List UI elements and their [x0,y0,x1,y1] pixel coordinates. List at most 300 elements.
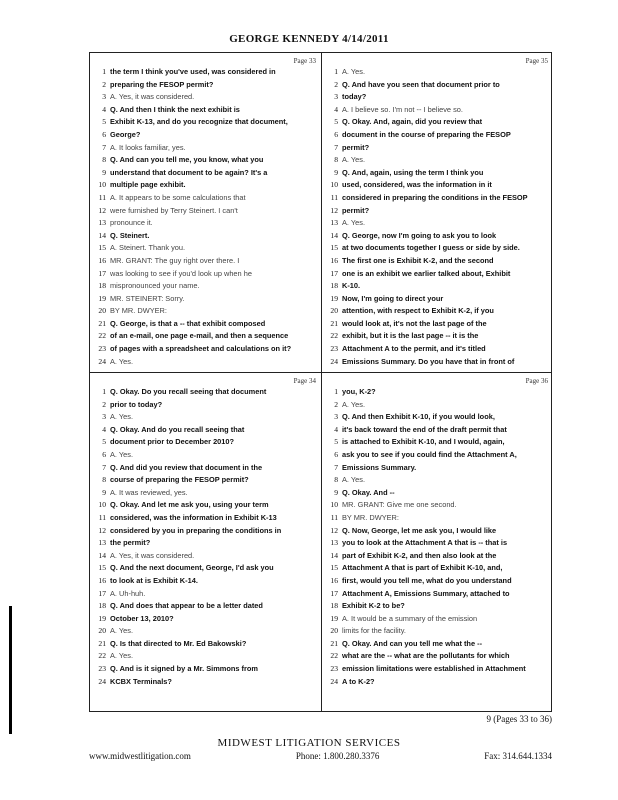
line-number: 10 [98,180,106,190]
line-text: A. Yes. [342,155,366,165]
line-text: considered by you in preparing the conditions in [110,525,282,535]
line-text: A to K-2? [342,676,375,686]
line-number: 24 [330,676,338,686]
transcript-line [322,436,553,449]
line-number: 21 [330,318,338,328]
transcript-line [90,79,321,92]
line-text: one is an exhibit we earlier talked about, Exhibit [342,268,511,278]
line-text: Q. Okay. And -- [342,487,395,497]
line-text: at two documents together I guess or side by side. [342,243,520,253]
transcript-line [90,91,321,104]
line-text: first, would you tell me, what do you understand [342,575,512,585]
line-number: 17 [330,268,338,278]
line-number: 21 [98,638,106,648]
line-number: 7 [334,142,338,152]
transcript-line [322,154,553,167]
line-text: Exhibit K-2 to be? [342,601,405,611]
transcript-line [322,462,553,475]
line-text: attention, with respect to Exhibit K-2, if you [342,306,494,316]
line-text: mispronounced your name. [110,281,200,291]
transcript-line [322,255,553,268]
line-number: 10 [330,500,338,510]
line-number: 8 [102,475,106,485]
transcript-line [322,550,553,563]
transcript-page-36 [322,373,553,692]
transcript-line [322,562,553,575]
transcript-line [90,424,321,437]
transcript-line [90,575,321,588]
line-number: 4 [334,424,338,434]
line-text: document prior to December 2010? [110,437,235,447]
transcript-lines [90,386,321,688]
line-text: would look at, it's not the last page of the [342,318,487,328]
transcript-line [90,205,321,218]
line-number: 22 [98,651,106,661]
transcript-page-35 [322,53,553,372]
transcript-line [322,638,553,651]
line-text: The first one is Exhibit K-2, and the second [342,255,494,265]
transcript-line [322,167,553,180]
transcript-line [322,129,553,142]
line-number: 13 [330,538,338,548]
page-number: Page 35 [525,57,548,65]
line-text: MR. GRANT: Give me one second. [342,500,457,510]
transcript-line [90,512,321,525]
line-text: Q. And then Exhibit K-10, if you would look, [342,412,495,422]
transcript-line [90,192,321,205]
line-number: 3 [102,92,106,102]
transcript-line [90,255,321,268]
line-text: A. It would be a summary of the emission [342,613,478,623]
line-text: Q. And is it signed by a Mr. Simmons from [110,664,258,674]
line-number: 16 [330,575,338,585]
line-text: you to look at the Attachment A that is -- that is [342,538,508,548]
line-number: 15 [98,243,106,253]
transcript-line [90,525,321,538]
transcript-line [322,330,553,343]
transcript-line [90,167,321,180]
line-text: A. It was reviewed, yes. [110,487,188,497]
line-text: MR. GRANT: The guy right over there. I [110,255,240,265]
line-text: Q. And then I think the next exhibit is [110,104,240,114]
line-number: 9 [102,167,106,177]
line-text: Q. Steinert. [110,230,150,240]
line-text: was looking to see if you'd look up when he [110,268,252,278]
line-text: A. Yes. [110,412,134,422]
transcript-line [90,305,321,318]
line-text: understand that document to be again? It's a [110,167,268,177]
line-number: 10 [330,180,338,190]
line-text: were furnished by Terry Steinert. I can't [110,205,238,215]
transcript-line [322,268,553,281]
line-text: Attachment A, Emissions Summary, attached to [342,588,510,598]
transcript-line [322,424,553,437]
line-text: permit? [342,142,370,152]
line-text: Q. Now, George, let me ask you, I would like [342,525,497,535]
line-number: 11 [330,512,338,522]
line-number: 20 [330,306,338,316]
line-number: 15 [330,563,338,573]
line-number: 2 [102,399,106,409]
line-text: A. Uh-huh. [110,588,146,598]
line-text: Q. And did you review that document in the [110,462,263,472]
transcript-line [322,588,553,601]
line-number: 13 [330,218,338,228]
line-text: Q. Okay. And, again, did you review that [342,117,483,127]
transcript-line [90,499,321,512]
line-number: 1 [102,67,106,76]
line-text: A. Yes, it was considered. [110,92,195,102]
line-text: A. Steinert. Thank you. [110,243,186,253]
line-number: 13 [98,538,106,548]
line-text: today? [342,92,367,102]
transcript-line [90,116,321,129]
line-number: 23 [330,664,338,674]
line-number: 2 [334,79,338,89]
line-text: A. It appears to be some calculations that [110,192,246,202]
line-number: 4 [102,104,106,114]
line-number: 3 [102,412,106,422]
line-number: 9 [334,167,338,177]
line-text: A. It looks familiar, yes. [110,142,186,152]
line-number: 18 [330,281,338,291]
line-number: 5 [334,117,338,127]
transcript-line [322,91,553,104]
line-number: 2 [334,399,338,409]
line-number: 6 [334,129,338,139]
transcript-line [322,499,553,512]
line-text: you, K-2? [342,387,376,396]
page-number: Page 33 [293,57,316,65]
line-number: 19 [98,613,106,623]
line-number: 24 [98,356,106,366]
transcript-line [90,386,321,399]
transcript-line [90,487,321,500]
transcript-line [90,638,321,651]
line-text: of pages with a spreadsheet and calculations on it? [110,344,292,354]
line-text: limits for the facility. [342,626,406,636]
transcript-line [322,411,553,424]
line-text: prior to today? [110,399,163,409]
transcript-line [90,411,321,424]
line-text: Emissions Summary. [342,462,417,472]
line-text: George? [110,129,141,139]
line-text: Q. Okay. Do you recall seeing that document [110,387,267,396]
line-text: exhibit, but it is the last page -- it is the [342,331,479,341]
line-text: A. Yes. [342,218,366,228]
line-text: Q. Is that directed to Mr. Ed Bakowski? [110,638,247,648]
line-text: considered, was the information in Exhibit K-13 [110,512,277,522]
line-number: 5 [334,437,338,447]
line-number: 3 [334,92,338,102]
line-text: permit? [342,205,370,215]
line-number: 24 [98,676,106,686]
transcript-line [90,613,321,626]
line-text: course of preparing the FESOP permit? [110,475,249,485]
transcript-line [322,192,553,205]
line-text: KCBX Terminals? [110,676,172,686]
line-text: A. Yes. [110,449,134,459]
transcript-page-33 [90,53,321,372]
transcript-line [90,550,321,563]
transcript-line [90,142,321,155]
line-text: A. Yes. [342,67,366,76]
line-text: A. Yes. [342,399,366,409]
transcript-line [90,449,321,462]
transcript-page-34 [90,373,321,692]
line-number: 20 [330,626,338,636]
line-text: it's back toward the end of the draft permit that [342,424,507,434]
line-text: ask you to see if you could find the Attachment A, [342,449,517,459]
line-text: preparing the FESOP permit? [110,79,214,89]
line-text: to look at is Exhibit K-14. [110,575,198,585]
line-number: 1 [334,67,338,76]
transcript-line [90,676,321,689]
line-number: 19 [330,293,338,303]
transcript-line [90,66,321,79]
line-number: 12 [330,205,338,215]
line-number: 19 [98,293,106,303]
page-number: Page 36 [525,377,548,385]
line-number: 23 [98,664,106,674]
line-number: 22 [98,331,106,341]
transcript-line [322,104,553,117]
transcript-line [322,575,553,588]
line-number: 18 [98,601,106,611]
line-number: 10 [98,500,106,510]
transcript-line [90,537,321,550]
line-number: 9 [334,487,338,497]
transcript-line [322,116,553,129]
transcript-header-title: GEORGE KENNEDY 4/14/2011 [229,33,389,45]
line-number: 22 [330,331,338,341]
line-number: 16 [98,575,106,585]
transcript-line [322,449,553,462]
line-text: MR. STEINERT: Sorry. [110,293,185,303]
line-text: A. Yes. [110,626,134,636]
line-number: 2 [102,79,106,89]
line-text: of an e-mail, one page e-mail, and then a sequence [110,331,289,341]
line-number: 8 [334,155,338,165]
line-number: 14 [98,230,106,240]
line-text: A. Yes. [110,651,134,661]
line-text: Now, I'm going to direct your [342,293,444,303]
line-number: 11 [330,192,338,202]
transcript-line [90,129,321,142]
transcript-line [322,318,553,331]
footer-company: MIDWEST LITIGATION SERVICES [217,737,401,749]
line-text: Q. George, now I'm going to ask you to look [342,230,497,240]
transcript-line [90,474,321,487]
line-number: 8 [334,475,338,485]
transcript-line [322,179,553,192]
line-number: 9 [102,487,106,497]
line-text: Q. Okay. And let me ask you, using your term [110,500,269,510]
line-number: 23 [330,344,338,354]
line-text: emission limitations were established in Attachment [342,664,526,674]
line-number: 19 [330,613,338,623]
transcript-line [322,280,553,293]
line-number: 7 [102,462,106,472]
transcript-line [322,386,553,399]
transcript-lines [90,66,321,368]
line-text: October 13, 2010? [110,613,174,623]
line-text: A. Yes, it was considered. [110,550,195,560]
line-number: 6 [334,449,338,459]
transcript-line [90,318,321,331]
transcript-line [90,436,321,449]
transcript-line [322,242,553,255]
transcript-line [322,474,553,487]
line-number: 21 [98,318,106,328]
line-text: Q. Okay. And do you recall seeing that [110,424,245,434]
line-text: the permit? [110,538,151,548]
transcript-line [322,205,553,218]
transcript-line [90,154,321,167]
transcript-line [322,512,553,525]
transcript-lines [322,386,553,688]
footer-website: www.midwestlitigation.com [89,751,191,761]
transcript-line [90,293,321,306]
transcript-line [90,650,321,663]
transcript-line [322,650,553,663]
line-number: 12 [98,525,106,535]
transcript-line [90,356,321,369]
transcript-line [322,217,553,230]
line-number: 12 [98,205,106,215]
line-number: 1 [334,387,338,396]
line-text: the term I think you've used, was considered in [110,67,276,76]
transcript-line [90,562,321,575]
line-text: used, considered, was the information in it [342,180,492,190]
line-text: Q. And the next document, George, I'd ask you [110,563,274,573]
transcript-line [90,230,321,243]
line-number: 11 [98,512,106,522]
line-text: is attached to Exhibit K-10, and I would, again, [342,437,505,447]
line-number: 21 [330,638,338,648]
transcript-line [90,399,321,412]
line-number: 13 [98,218,106,228]
line-text: Exhibit K-13, and do you recognize that document, [110,117,288,127]
transcript-line [90,268,321,281]
line-number: 6 [102,129,106,139]
footer-phone: Phone: 1.800.280.3376 [295,751,380,761]
line-text: what are the -- what are the pollutants for which [342,651,510,661]
transcript-line [90,588,321,601]
transcript-line [322,356,553,369]
transcript-lines [322,66,553,368]
line-number: 8 [102,155,106,165]
transcript-line [90,625,321,638]
transcript-line [322,79,553,92]
line-number: 18 [98,281,106,291]
line-text: Q. And does that appear to be a letter dated [110,601,263,611]
line-number: 1 [102,387,106,396]
line-number: 24 [330,356,338,366]
line-text: Q. Okay. And can you tell me what the -- [342,638,483,648]
line-text: A. Yes. [342,475,366,485]
line-text: K-10. [342,281,361,291]
transcript-line [90,663,321,676]
transcript-line [322,613,553,626]
line-number: 16 [330,255,338,265]
transcript-line [90,330,321,343]
footer-page-range: 9 (Pages 33 to 36) [486,714,552,724]
transcript-line [322,230,553,243]
transcript-line [322,676,553,689]
transcript-line [90,104,321,117]
line-number: 7 [334,462,338,472]
transcript-line [322,399,553,412]
transcript-line [322,142,553,155]
line-number: 14 [330,550,338,560]
transcript-line [322,525,553,538]
line-number: 17 [98,588,106,598]
line-text: considered in preparing the conditions in the FESOP [342,192,528,202]
transcript-line [90,217,321,230]
line-number: 20 [98,306,106,316]
line-text: BY MR. DWYER: [110,306,167,316]
footer-contact-row [89,751,552,761]
line-number: 12 [330,525,338,535]
transcript-line [90,179,321,192]
transcript-line [322,537,553,550]
line-number: 17 [98,268,106,278]
transcript-line [90,462,321,475]
line-text: A. I believe so. I'm not -- I believe so. [342,104,463,114]
line-number: 15 [330,243,338,253]
line-text: BY MR. DWYER: [342,512,399,522]
line-text: Q. George, is that a -- that exhibit composed [110,318,266,328]
binding-mark [9,606,12,734]
transcript-line [322,600,553,613]
line-number: 16 [98,255,106,265]
line-text: document in the course of preparing the FESOP [342,129,511,139]
transcript-page-grid [89,52,552,712]
line-text: Attachment A that is part of Exhibit K-10, and, [342,563,503,573]
transcript-line [322,293,553,306]
line-text: multiple page exhibit. [110,180,186,190]
line-number: 11 [98,192,106,202]
line-number: 18 [330,601,338,611]
line-text: Attachment A to the permit, and it's titled [342,344,486,354]
line-text: Q. And have you seen that document prior to [342,79,500,89]
line-number: 5 [102,437,106,447]
line-number: 5 [102,117,106,127]
transcript-line [322,305,553,318]
transcript-line [322,625,553,638]
line-text: Q. And, again, using the term I think you [342,167,484,177]
transcript-line [90,242,321,255]
transcript-line [322,663,553,676]
line-number: 14 [98,550,106,560]
transcript-line [322,487,553,500]
transcript-line [322,343,553,356]
line-number: 4 [102,424,106,434]
line-number: 3 [334,412,338,422]
transcript-line [90,280,321,293]
line-number: 22 [330,651,338,661]
line-number: 7 [102,142,106,152]
line-text: pronounce it. [110,218,153,228]
line-text: Q. And can you tell me, you know, what you [110,155,264,165]
footer-fax: Fax: 314.644.1334 [484,751,552,761]
line-number: 14 [330,230,338,240]
line-number: 6 [102,449,106,459]
transcript-line [322,66,553,79]
line-number: 4 [334,104,338,114]
line-number: 23 [98,344,106,354]
